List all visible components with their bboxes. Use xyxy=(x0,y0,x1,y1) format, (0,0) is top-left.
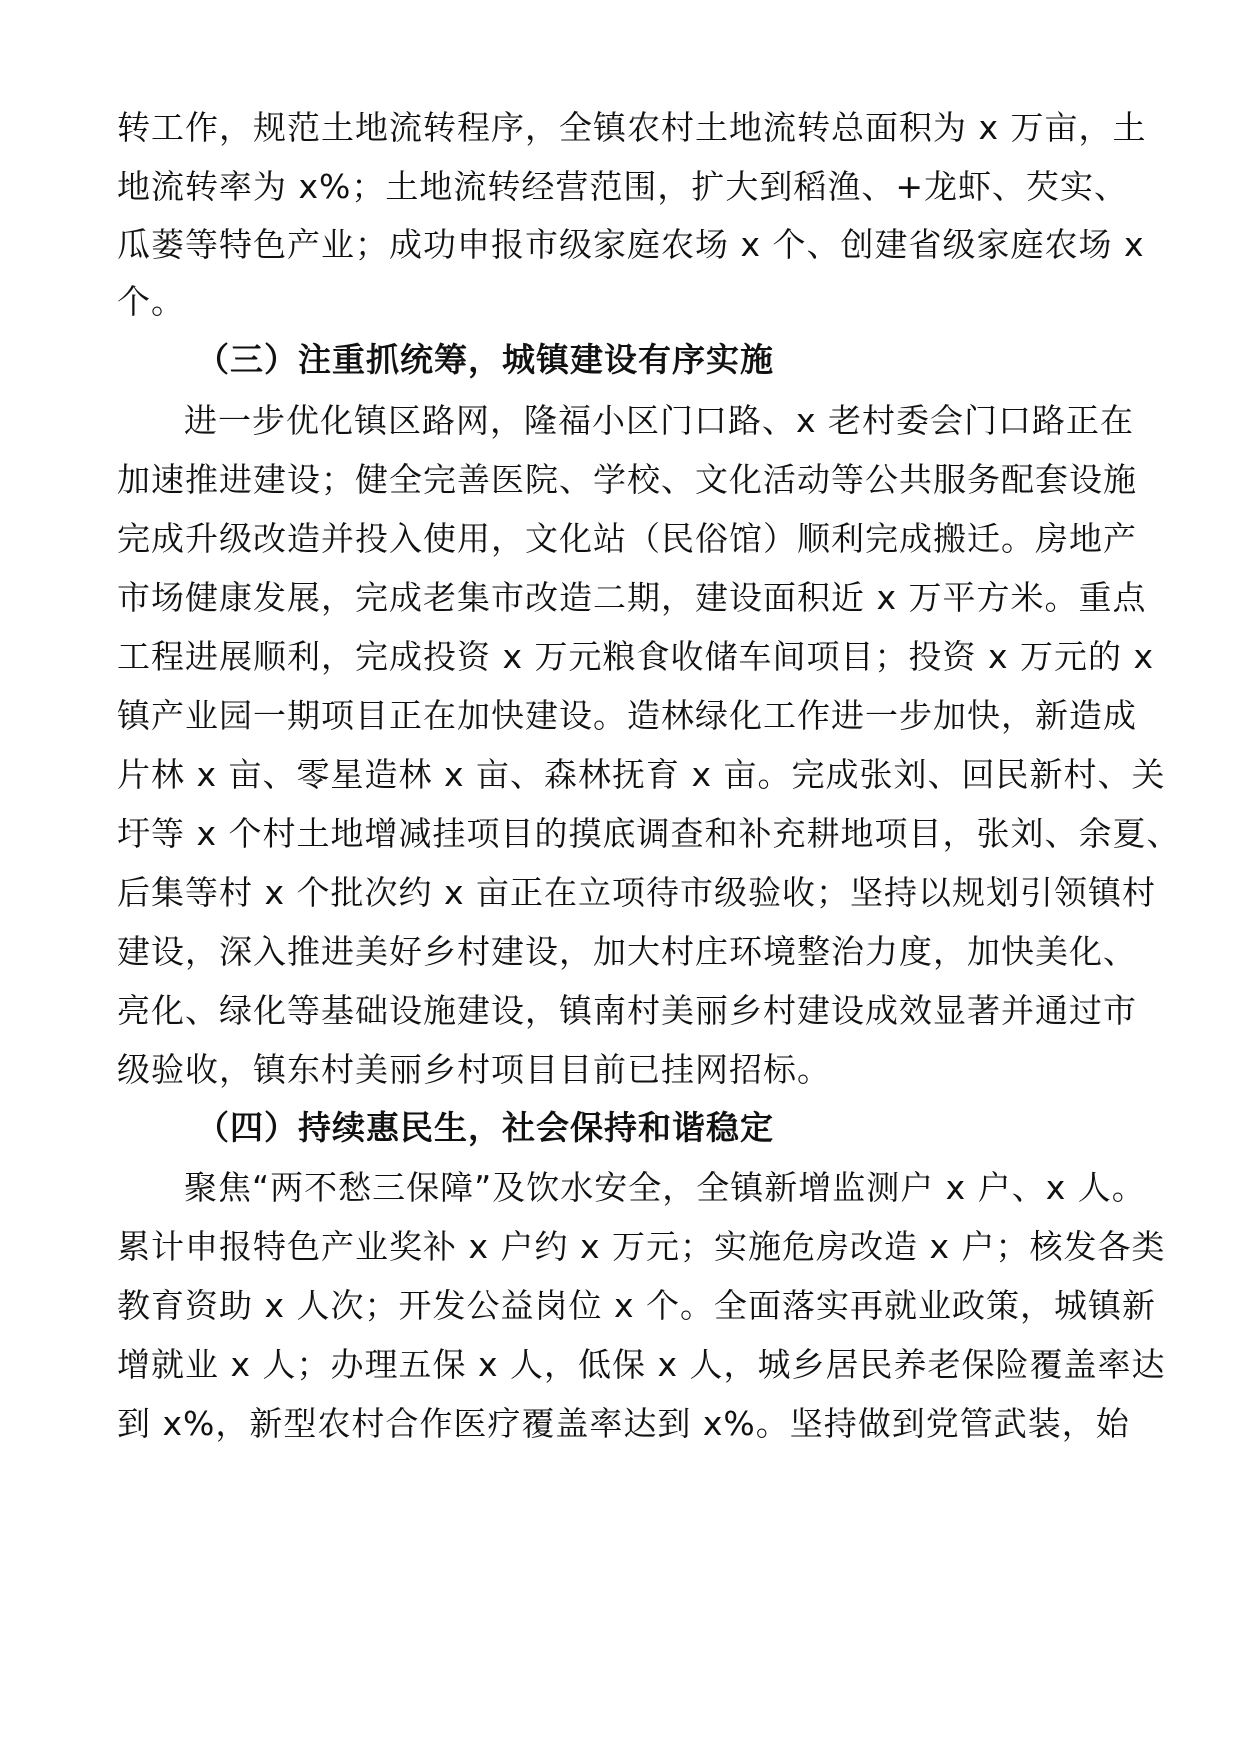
body-text-line: 地流转率为 x%；土地流转经营范围，扩大到稻渔、+龙虾、芡实、 xyxy=(117,167,1129,206)
body-text-line: 瓜蒌等特色产业；成功申报市级家庭农场 x 个、创建省级家庭农场 x xyxy=(117,225,1145,264)
paragraph-first-line: 进一步优化镇区路网，隆福小区门口路、x 老村委会门口路正在 xyxy=(184,401,1135,440)
body-text-line: 个。 xyxy=(117,282,185,321)
body-text-line: 增就业 x 人；办理五保 x 人，低保 x 人，城乡居民养老保险覆盖率达 xyxy=(117,1345,1166,1384)
paragraph-first-line: 聚焦“两不愁三保障”及饮水安全，全镇新增监测户 x 户、x 人。 xyxy=(184,1168,1146,1207)
body-text-line: 市场健康发展，完成老集市改造二期，建设面积近 x 万平方米。重点 xyxy=(117,578,1147,617)
body-text-line: 圩等 x 个村土地增减挂项目的摸底调查和补充耕地项目，张刘、余夏、 xyxy=(117,814,1181,853)
body-text-line: 教育资助 x 人次；开发公益岗位 x 个。全面落实再就业政策，城镇新 xyxy=(117,1286,1157,1325)
body-text-line: 完成升级改造并投入使用，文化站（民俗馆）顺利完成搬迁。房地产 xyxy=(117,519,1137,558)
body-text-line: 转工作，规范土地流转程序，全镇农村土地流转总面积为 x 万亩，土 xyxy=(117,108,1147,147)
body-text-line: 亮化、绿化等基础设施建设，镇南村美丽乡村建设成效显著并通过市 xyxy=(117,991,1137,1030)
body-text-line: 工程进展顺利，完成投资 x 万元粮食收储车间项目；投资 x 万元的 x xyxy=(117,637,1155,676)
section-heading-4: （四）持续惠民生，社会保持和谐稳定 xyxy=(196,1108,774,1147)
body-text-line: 累计申报特色产业奖补 x 户约 x 万元；实施危房改造 x 户；核发各类 xyxy=(117,1227,1166,1266)
body-text-line: 到 x%，新型农村合作医疗覆盖率达到 x%。坚持做到党管武装，始 xyxy=(117,1404,1130,1443)
body-text-line: 镇产业园一期项目正在加快建设。造林绿化工作进一步加快，新造成 xyxy=(117,696,1137,735)
body-text-line: 后集等村 x 个批次约 x 亩正在立项待市级验收；坚持以规划引领镇村 xyxy=(117,873,1157,912)
body-text-line: 级验收，镇东村美丽乡村项目目前已挂网招标。 xyxy=(117,1050,831,1089)
section-heading-3: （三）注重抓统筹，城镇建设有序实施 xyxy=(196,340,774,379)
body-text-line: 加速推进建设；健全完善医院、学校、文化活动等公共服务配套设施 xyxy=(117,460,1137,499)
body-text-line: 建设，深入推进美好乡村建设，加大村庄环境整治力度，加快美化、 xyxy=(117,932,1137,971)
body-text-line: 片林 x 亩、零星造林 x 亩、森林抚育 x 亩。完成张刘、回民新村、关 xyxy=(117,755,1166,794)
